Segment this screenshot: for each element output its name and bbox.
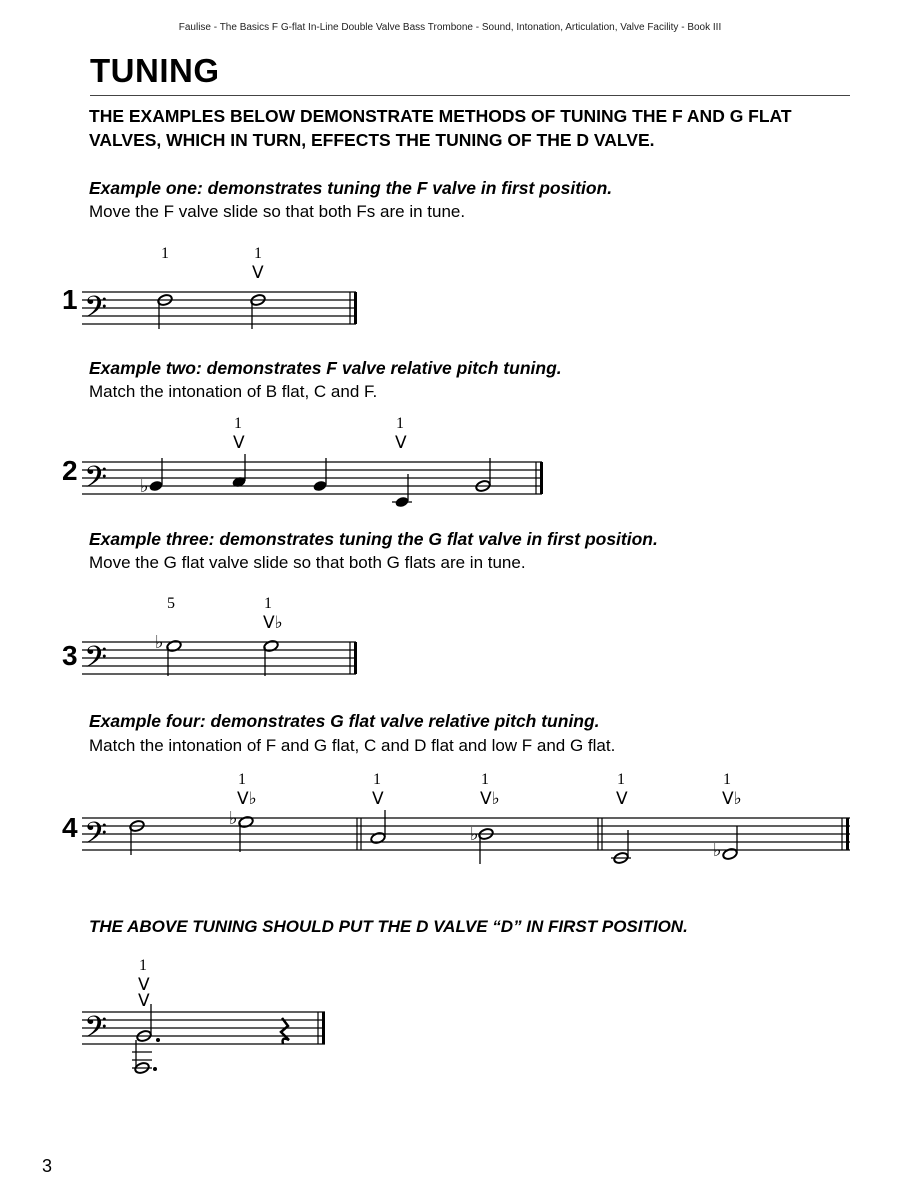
position-mark: 1 (396, 415, 404, 432)
example-2-heading: Example two: demonstrates F valve relative pitch tuning. (89, 358, 562, 378)
valve-mark: V (252, 263, 264, 283)
valve-mark: V (138, 975, 150, 995)
position-mark: 1 (617, 771, 625, 788)
page-number: 3 (42, 1156, 53, 1176)
example-1-heading: Example one: demonstrates tuning the F valve in first position. (89, 178, 613, 198)
example-4-staff (0, 766, 900, 876)
quarter-rest-icon (281, 1018, 289, 1044)
running-header: Faulise - The Basics F G-flat In-Line Double Valve Bass Trombone - Sound, Intonation, Articulation, Valve Facility - Book III (178, 22, 722, 33)
bass-clef-icon: 𝄢 (84, 291, 108, 332)
position-mark: 1 (373, 771, 381, 788)
example-1-staff (0, 240, 900, 340)
example-2-number: 2 (62, 455, 78, 486)
note-gflat-low (722, 847, 738, 860)
position-mark: 1 (264, 595, 272, 612)
example-4-instruction: Match the intonation of F and G flat, C and D flat and low F and G flat. (89, 736, 616, 755)
bass-clef-icon: 𝄢 (84, 461, 108, 502)
bass-clef-icon: 𝄢 (84, 1011, 108, 1052)
example-2-instruction: Match the intonation of B flat, C and F. (89, 382, 378, 401)
valve-mark: V (233, 433, 245, 453)
example-4-number: 4 (62, 812, 78, 843)
position-mark: 1 (238, 771, 246, 788)
valve-mark: V (138, 991, 150, 1011)
valve-mark: V♭ (263, 613, 283, 633)
example-3-number: 3 (62, 640, 78, 671)
position-mark: 1 (723, 771, 731, 788)
bass-clef-icon: 𝄢 (84, 817, 108, 858)
position-mark: 1 (161, 245, 169, 262)
valve-mark: V♭ (480, 789, 500, 809)
note-c (370, 831, 386, 844)
example-1-number: 1 (62, 284, 78, 315)
valve-mark: V♭ (722, 789, 742, 809)
intro-paragraph: THE EXAMPLES BELOW DEMONSTRATE METHODS OF TUNING THE F AND G FLAT VALVES, WHICH IN TURN, EFFECTS THE TUNING OF THE D VALVE. (89, 106, 792, 150)
svg-text:♭: ♭ (155, 632, 164, 653)
title-rule (90, 95, 850, 96)
position-mark: 1 (139, 957, 147, 974)
page-title: TUNING (90, 52, 220, 89)
position-mark: 5 (167, 595, 175, 612)
svg-text:♭: ♭ (229, 808, 238, 829)
position-mark: 1 (481, 771, 489, 788)
d-valve-statement: THE ABOVE TUNING SHOULD PUT THE D VALVE “D” IN FIRST POSITION. (89, 917, 688, 936)
valve-mark: V (372, 789, 384, 809)
example-3-heading: Example three: demonstrates tuning the G flat valve in first position. (89, 529, 658, 549)
example-1-instruction: Move the F valve slide so that both Fs are in tune. (89, 202, 466, 221)
position-mark: 1 (234, 415, 242, 432)
svg-text:♭: ♭ (140, 476, 149, 497)
final-staff (0, 950, 900, 1080)
bass-clef-icon: 𝄢 (84, 641, 108, 682)
valve-mark: V (395, 433, 407, 453)
svg-text:♭: ♭ (713, 840, 722, 861)
valve-mark: V (616, 789, 628, 809)
example-3-staff (0, 590, 900, 690)
svg-text:♭: ♭ (470, 824, 479, 845)
position-mark: 1 (254, 245, 262, 262)
example-3-instruction: Move the G flat valve slide so that both G flats are in tune. (89, 553, 526, 572)
example-4-heading: Example four: demonstrates G flat valve relative pitch tuning. (89, 711, 600, 731)
example-2-staff (0, 410, 900, 510)
valve-mark: V♭ (237, 789, 257, 809)
